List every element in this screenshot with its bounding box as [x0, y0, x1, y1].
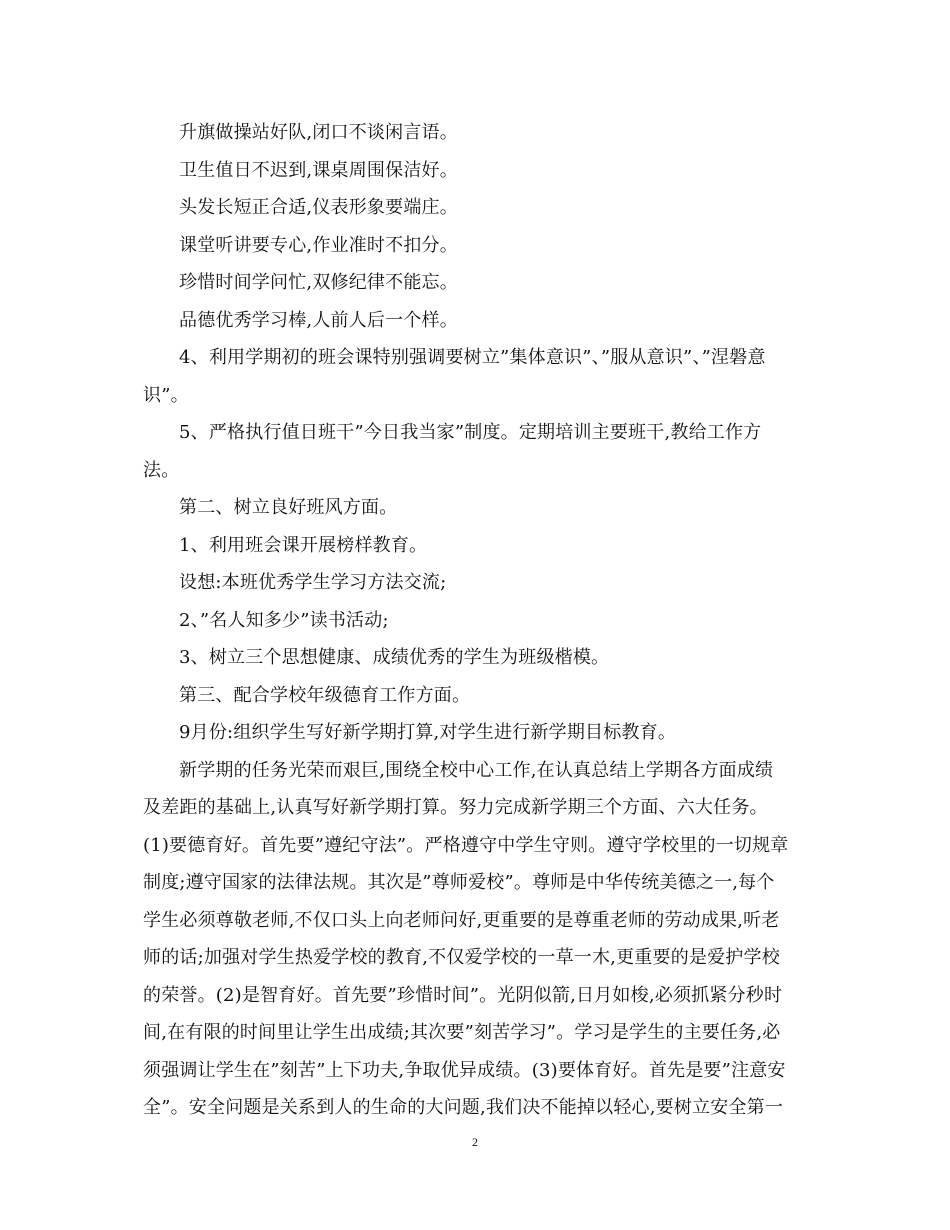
- text-line: 1、利用班会课开展榜样教育。: [179, 534, 428, 556]
- text-line: 新学期的任务光荣而艰巨,围绕全校中心工作,在认真总结上学期各方面成绩: [179, 759, 774, 781]
- text-line: 品德优秀学习棒,人前人后一个样。: [179, 309, 458, 331]
- text-line: (1)要德育好。首先要”遵纪守法”。严格遵守中学生守则。遵守学校里的一切规章: [143, 834, 789, 856]
- document-body: [143, 114, 807, 1127]
- text-line: 及差距的基础上,认真写好新学期打算。努力完成新学期三个方面、六大任务。: [143, 797, 768, 818]
- text-line: 2、”名人知多少”读书活动;: [179, 609, 389, 631]
- text-line: 学生必须尊敬老师,不仅口头上向老师问好,更重要的是尊重老师的劳动成果,听老: [143, 909, 780, 931]
- text-line: 全”。安全问题是关系到人的生命的大问题,我们决不能掉以轻心,要树立安全第一: [143, 1097, 784, 1118]
- text-line: 珍惜时间学问忙,双修纪律不能忘。: [179, 272, 458, 293]
- section-heading: 第二、树立良好班风方面。: [179, 497, 398, 518]
- page-number: 2: [472, 1135, 478, 1149]
- text-line: 卫生值日不迟到,课桌周围保洁好。: [179, 159, 458, 181]
- text-line: 制度;遵守国家的法律法规。其次是”尊师爱校”。尊师是中华传统美德之一,每个: [143, 872, 775, 893]
- text-line: 间,在有限的时间里让学生出成绩;其次要”刻苦学习”。学习是学生的主要任务,必: [143, 1022, 781, 1043]
- text-line: 3、树立三个思想健康、成绩优秀的学生为班级楷模。: [179, 647, 610, 668]
- text-line: 4、利用学期初的班会课特别强调要树立”集体意识”、”服从意识”、”涅磐意: [179, 347, 766, 368]
- text-line: 9月份:组织学生写好新学期打算,对学生进行新学期目标教育。: [179, 722, 677, 743]
- text-line: 头发长短正合适,仪表形象要端庄。: [179, 197, 458, 218]
- text-line: 设想:本班优秀学生学习方法交流;: [179, 572, 447, 593]
- text-line: 升旗做操站好队,闭口不谈闲言语。: [179, 122, 458, 143]
- text-line: 识”。: [143, 384, 189, 406]
- text-line: 课堂听讲要专心,作业准时不扣分。: [179, 234, 458, 256]
- text-line: 须强调让学生在”刻苦”上下功夫,争取优异成绩。(3)要体育好。首先是要”注意安: [143, 1059, 786, 1081]
- text-line: 5、严格执行值日班干”今日我当家”制度。定期培训主要班干,教给工作方: [179, 422, 762, 443]
- text-line: 的荣誉。(2)是智育好。首先要”珍惜时间”。光阴似箭,日月如梭,必须抓紧分秒时: [143, 984, 783, 1006]
- text-line: 师的话;加强对学生热爱学校的教育,不仅爱学校的一草一木,更重要的是爱护学校: [143, 947, 780, 968]
- section-heading: 第三、配合学校年级德育工作方面。: [179, 684, 471, 706]
- text-line: 法。: [143, 459, 180, 481]
